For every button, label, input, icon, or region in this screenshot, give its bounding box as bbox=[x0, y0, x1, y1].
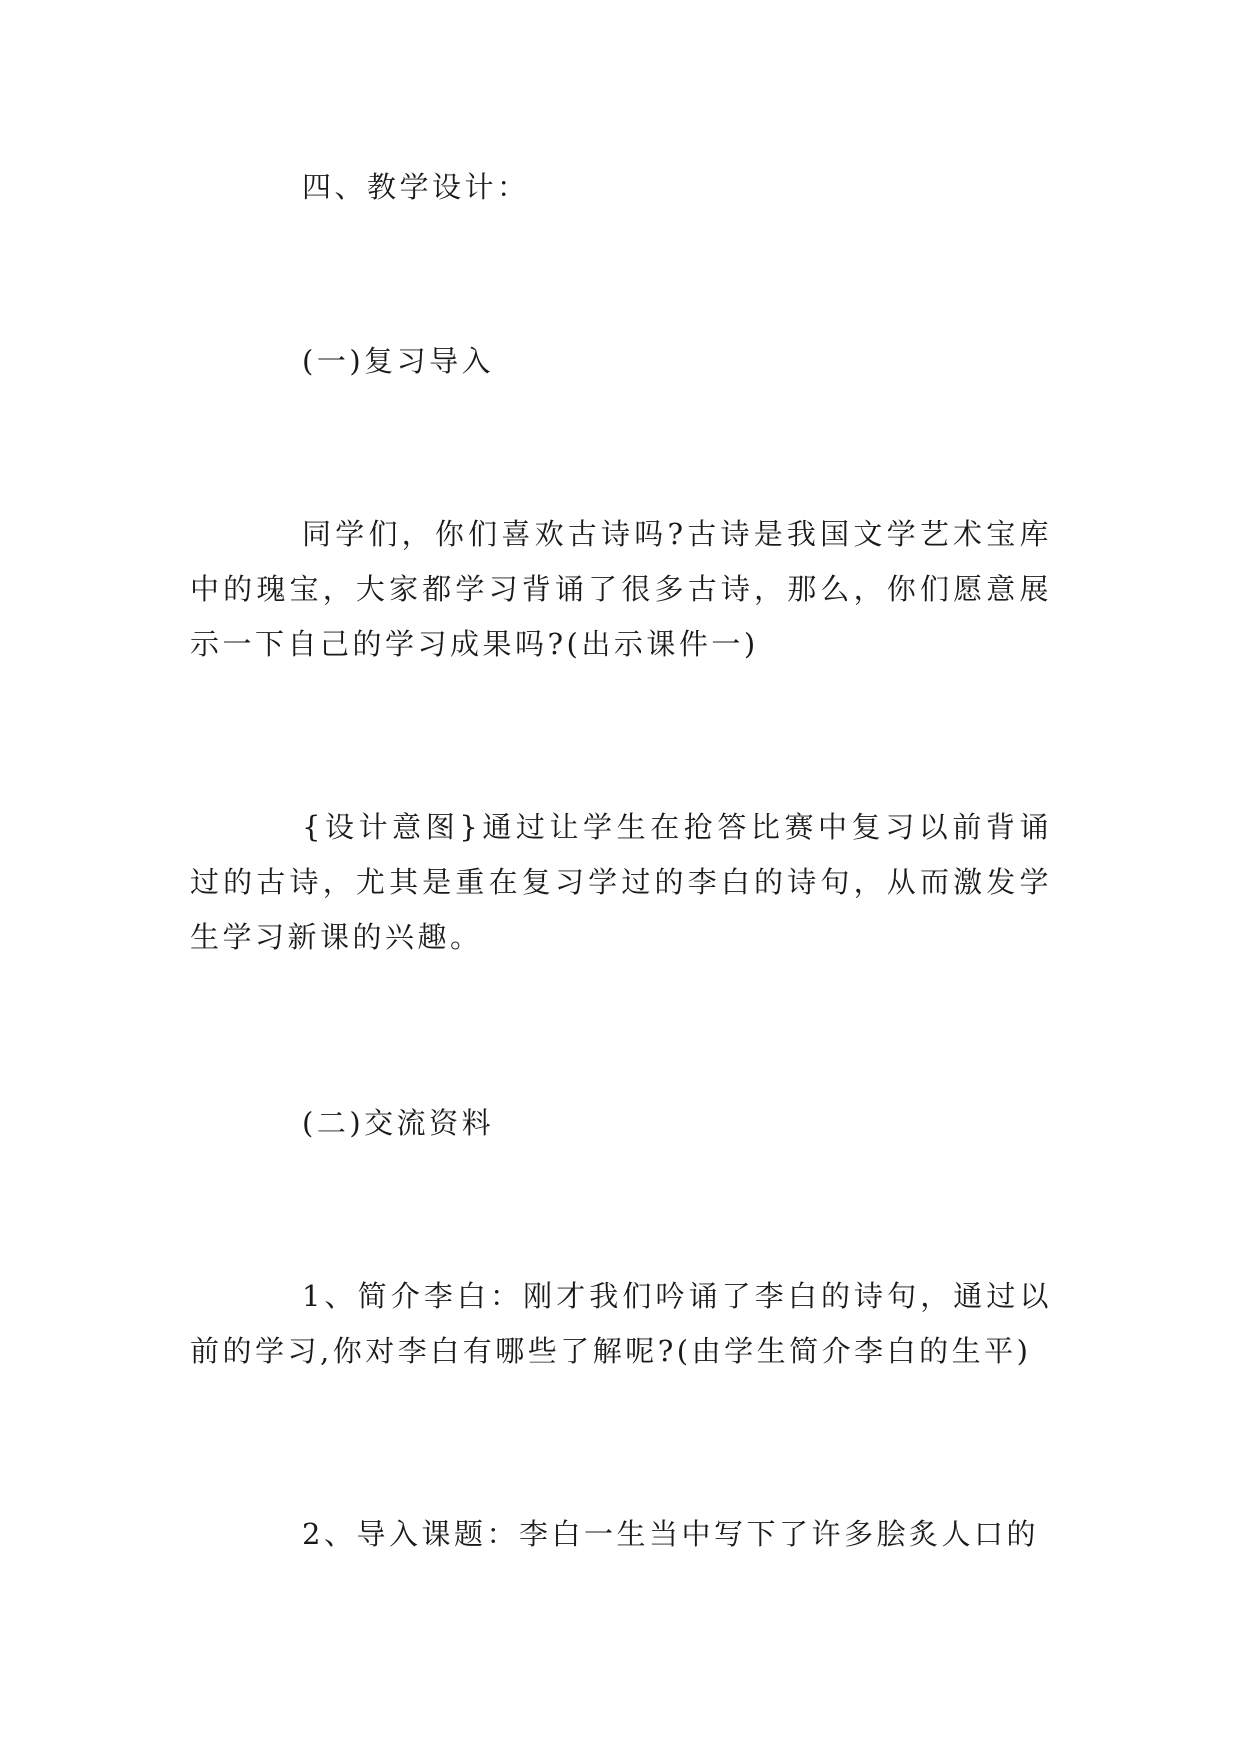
section-heading: 四、教学设计： bbox=[302, 170, 530, 204]
paragraph-li-bai-intro: 1、简介李白：刚才我们吟诵了李白的诗句，通过以前的学习,你对李白有哪些了解呢?(由学生简介李白的生平) bbox=[190, 1279, 1052, 1368]
subsection-title-exchange: (二)交流资料 bbox=[302, 1106, 495, 1140]
subsection-title-review: (一)复习导入 bbox=[302, 344, 495, 378]
paragraph-intro: 同学们，你们喜欢古诗吗?古诗是我国文学艺术宝库中的瑰宝，大家都学习背诵了很多古诗，那么，你们愿意展示一下自己的学习成果吗?(出示课件一) bbox=[190, 517, 1052, 661]
paragraph-lesson-topic: 2、导入课题：李白一生当中写下了许多脍炙人口的 bbox=[302, 1517, 1039, 1551]
paragraph-design-intent: {设计意图}通过让学生在抢答比赛中复习以前背诵过的古诗，尤其是重在复习学过的李白的诗句，从而激发学生学习新课的兴趣。 bbox=[190, 810, 1052, 954]
